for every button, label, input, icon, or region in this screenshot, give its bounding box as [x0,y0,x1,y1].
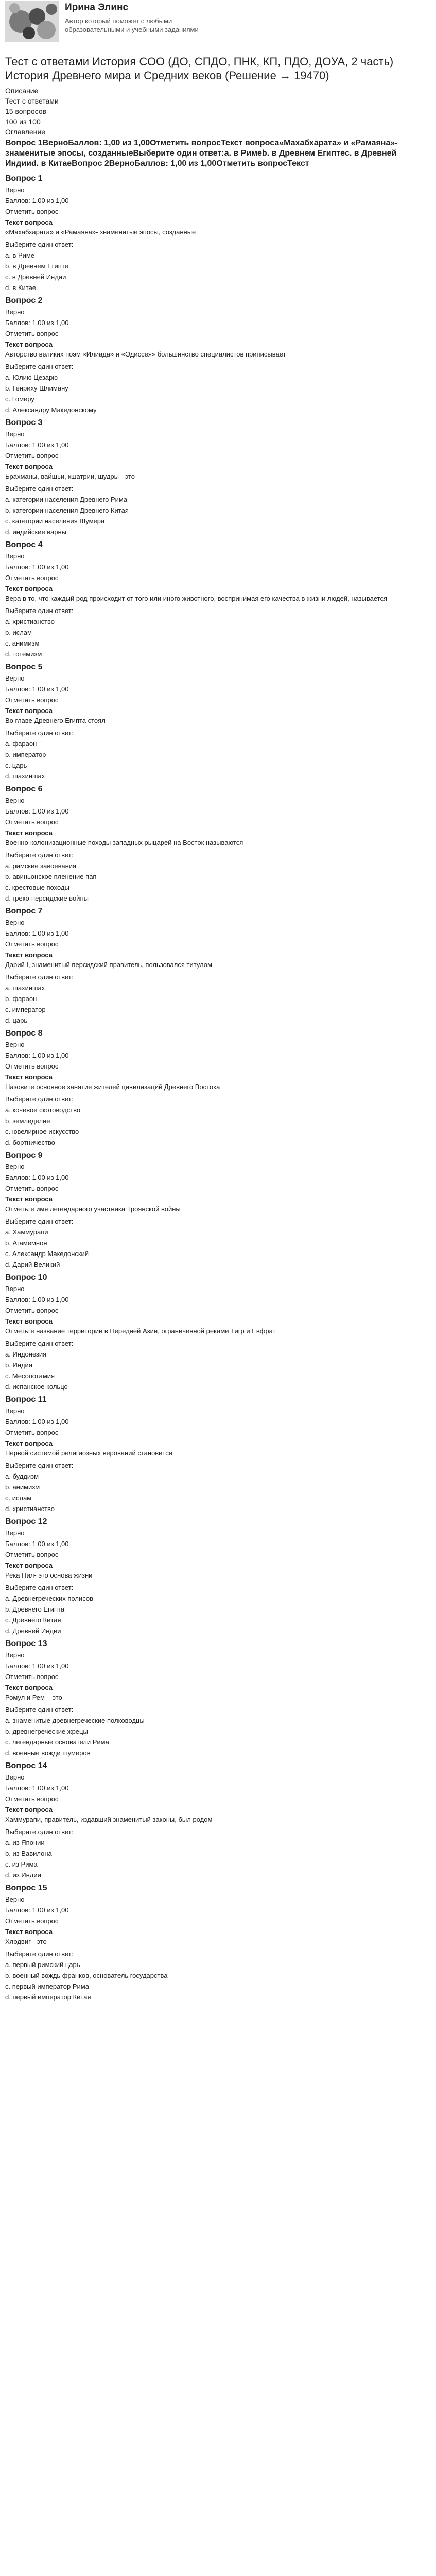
question-text: Вера в то, что каждый род происходит от того или иного животного, воспринимая его качества в жизни людей, называется [5,595,388,602]
answer-option[interactable]: b. император [5,751,46,758]
answer-option[interactable]: a. буддизм [5,1472,39,1480]
answer-option[interactable]: d. Древней Индии [5,1627,61,1635]
answer-option[interactable]: d. шахиншах [5,772,45,780]
answer-option[interactable]: c. первый император Рима [5,1982,89,1990]
flag-question-link[interactable]: Отметить вопрос [5,818,59,826]
answer-options [5,860,430,904]
meta-description: Описание [5,87,39,95]
answer-option[interactable]: c. крестовые походы [5,884,69,891]
flag-question-link[interactable]: Отметить вопрос [5,696,59,704]
question-title: Вопрос 7 [5,907,43,916]
question-block [5,906,430,1026]
question-text: Река Нил- это основа жизни [5,1571,93,1579]
question-score: Баллов: 1,00 из 1,00 [5,1784,69,1792]
answer-option[interactable]: d. тотемизм [5,650,42,658]
flag-question-link[interactable]: Отметить вопрос [5,1429,59,1436]
question-text-heading: Текст вопроса [5,341,53,348]
answer-options [5,1471,430,1514]
meta-score: 100 из 100 [5,117,41,126]
author-card [5,0,430,53]
answer-option[interactable]: a. знаменитые древнегреческие полководцы [5,1717,145,1724]
question-status: Верно [5,1651,25,1659]
question-title: Вопрос 15 [5,1884,47,1892]
question-text-heading: Текст вопроса [5,1073,53,1081]
question-text: Отметьте название территории в Передней Азии, ограниченной реками Тигр и Евфрат [5,1327,276,1335]
question-title: Вопрос 13 [5,1639,47,1648]
question-block [5,1638,430,1758]
question-block [5,1272,430,1392]
question-block [5,1150,430,1270]
answer-option[interactable]: d. из Индии [5,1871,41,1879]
answer-option[interactable]: a. Хаммурапи [5,1228,48,1236]
question-score: Баллов: 1,00 из 1,00 [5,807,69,815]
answer-option[interactable]: d. царь [5,1016,28,1024]
answer-option[interactable]: c. император [5,1006,46,1013]
table-of-contents: Вопрос 1ВерноБаллов: 1,00 из 1,00Отметить вопросТекст вопроса«Махабхарата» и «Рамаяна»- знаменитые эпосы, созданныеВыберите один ответ:a. в Римеb. в Древнем Египтеc. в Древней Индииd. в КитаеВопрос 2ВерноБаллов: 1,00 из 1,00Отметить вопросТекст [5,139,398,168]
answer-option[interactable]: a. Древнегреческих полисов [5,1595,93,1602]
flag-question-link[interactable]: Отметить вопрос [5,574,59,582]
question-status: Верно [5,1407,25,1415]
choose-answer-label: Выберите один ответ: [5,241,74,248]
answer-options [5,1837,430,1880]
question-block [5,1760,430,1880]
flag-question-link[interactable]: Отметить вопрос [5,940,59,948]
answer-option[interactable]: d. первый император Китая [5,1993,91,2001]
question-title: Вопрос 2 [5,296,43,305]
answer-option[interactable]: a. категории населения Древнего Рима [5,496,128,503]
answer-option[interactable]: b. категории населения Древнего Китая [5,506,129,514]
question-score: Баллов: 1,00 из 1,00 [5,1662,69,1670]
answer-option[interactable]: b. фараон [5,995,37,1003]
question-score: Баллов: 1,00 из 1,00 [5,197,69,205]
question-score: Баллов: 1,00 из 1,00 [5,319,69,327]
question-title: Вопрос 14 [5,1761,47,1770]
answer-option[interactable]: b. земледелие [5,1117,50,1125]
question-text: Хаммурапи, правитель, издавший знаменитый законы, был родом [5,1816,213,1823]
answer-option[interactable]: b. из Вавилона [5,1850,52,1857]
answer-options [5,1959,430,2003]
question-text: Первой системой религиозных верований становится [5,1449,172,1457]
answer-options [5,1593,430,1636]
answer-option[interactable]: d. бортничество [5,1139,55,1146]
question-text-heading: Текст вопроса [5,1928,53,1936]
question-status: Верно [5,552,25,560]
question-block [5,1394,430,1514]
question-list [5,173,430,2003]
answer-options [5,1349,430,1392]
question-score: Баллов: 1,00 из 1,00 [5,685,69,693]
author-avatar [5,1,59,42]
answer-option[interactable]: c. легендарные основатели Рима [5,1738,109,1746]
answer-option[interactable]: c. ювелирное искусство [5,1128,79,1136]
question-text: Авторство великих поэм «Илиада» и «Одиссея» большинство специалистов приписывает [5,350,286,358]
answer-option[interactable]: a. Индонезия [5,1350,47,1358]
choose-answer-label: Выберите один ответ: [5,607,74,615]
question-block [5,662,430,782]
answer-option[interactable]: c. Александр Македонский [5,1250,89,1258]
question-status: Верно [5,674,25,682]
answer-option[interactable]: b. ислам [5,629,32,636]
question-text: Назовите основное занятие жителей цивилизаций Древнего Востока [5,1083,220,1091]
question-title: Вопрос 12 [5,1517,47,1526]
answer-option[interactable]: c. Месопотамия [5,1372,55,1380]
question-text: Ромул и Рем – это [5,1693,62,1701]
question-title: Вопрос 8 [5,1029,43,1038]
question-title: Вопрос 3 [5,418,43,427]
question-text-heading: Текст вопроса [5,1439,53,1447]
question-text-heading: Текст вопроса [5,218,53,226]
choose-answer-label: Выберите один ответ: [5,729,74,737]
question-text-heading: Текст вопроса [5,1317,53,1325]
flag-question-link[interactable]: Отметить вопрос [5,1184,59,1192]
question-block [5,539,430,659]
answer-option[interactable]: c. из Рима [5,1860,38,1868]
answer-option[interactable]: d. испанское кольцо [5,1383,68,1391]
question-title: Вопрос 11 [5,1395,47,1404]
answer-option[interactable]: c. ислам [5,1494,32,1502]
answer-option[interactable]: c. категории населения Шумера [5,517,105,525]
choose-answer-label: Выберите один ответ: [5,1950,74,1958]
question-status: Верно [5,1773,25,1781]
answer-option[interactable]: a. первый римский царь [5,1961,80,1969]
answer-option[interactable]: a. в Риме [5,251,35,259]
question-title: Вопрос 1 [5,174,43,183]
question-score: Баллов: 1,00 из 1,00 [5,1906,69,1914]
question-text: Дарий I, знаменитый персидский правитель, пользовался титулом [5,961,212,969]
question-text-heading: Текст вопроса [5,1562,53,1569]
author-name[interactable]: Ирина Элинс [65,2,129,13]
answer-option[interactable]: c. царь [5,761,27,769]
meta-toc-heading: Оглавление [5,128,46,136]
question-block [5,1028,430,1148]
answer-option[interactable]: b. в Древнем Египте [5,262,68,270]
answer-option[interactable]: d. в Китае [5,284,37,292]
answer-options [5,494,430,537]
question-title: Вопрос 5 [5,663,43,671]
choose-answer-label: Выберите один ответ: [5,1462,74,1469]
choose-answer-label: Выберите один ответ: [5,1340,74,1347]
question-status: Верно [5,1041,25,1048]
question-text-heading: Текст вопроса [5,1806,53,1814]
document-title: Тест с ответами История СОО (ДО, СПДО, ПНК, КП, ПДО, ДОУА, 2 часть) История Древнего мира и Средних веков (Решение → 19470) [5,55,394,82]
answer-option[interactable]: c. Древнего Китая [5,1616,61,1624]
flag-question-link[interactable]: Отметить вопрос [5,208,59,215]
question-block [5,1883,430,2003]
flag-question-link[interactable]: Отметить вопрос [5,330,59,337]
answer-option[interactable]: a. кочевое скотоводство [5,1106,81,1114]
question-status: Верно [5,796,25,804]
question-title: Вопрос 9 [5,1151,43,1160]
answer-option[interactable]: a. шахиншах [5,984,45,992]
flag-question-link[interactable]: Отметить вопрос [5,1917,59,1925]
answer-options [5,1715,430,1758]
answer-option[interactable]: b. древнегреческие жрецы [5,1727,88,1735]
answer-option[interactable]: d. Александру Македонскому [5,406,97,414]
answer-options [5,616,430,659]
answer-option[interactable]: a. христианство [5,618,55,625]
flag-question-link[interactable]: Отметить вопрос [5,452,59,460]
choose-answer-label: Выберите один ответ: [5,973,74,981]
question-text-heading: Текст вопроса [5,585,53,592]
author-info [65,1,219,34]
question-text: Брахманы, вайшьи, кшатрии, шудры - это [5,472,135,480]
meta-question-count: 15 вопросов [5,107,47,115]
question-block [5,173,430,293]
answer-option[interactable]: b. военный вождь франков, основатель государства [5,1972,168,1979]
question-title: Вопрос 4 [5,540,43,549]
flag-question-link[interactable]: Отметить вопрос [5,1307,59,1314]
flag-question-link[interactable]: Отметить вопрос [5,1795,59,1803]
question-status: Верно [5,186,25,194]
question-text: Отметьте имя легендарного участника Троянской войны [5,1205,181,1213]
question-score: Баллов: 1,00 из 1,00 [5,1418,69,1426]
answer-option[interactable]: b. Древнего Египта [5,1605,65,1613]
answer-option[interactable]: d. индийские варны [5,528,67,536]
answer-option[interactable]: b. Агамемнон [5,1239,47,1247]
answer-options [5,1227,430,1270]
answer-option[interactable]: a. Юлию Цезарю [5,374,58,381]
question-score: Баллов: 1,00 из 1,00 [5,1296,69,1303]
question-score: Баллов: 1,00 из 1,00 [5,1540,69,1548]
answer-option[interactable]: b. авиньонское пленение пап [5,873,97,880]
question-text-heading: Текст вопроса [5,707,53,715]
question-status: Верно [5,308,25,316]
question-score: Баллов: 1,00 из 1,00 [5,929,69,937]
choose-answer-label: Выберите один ответ: [5,1706,74,1714]
question-block [5,1516,430,1636]
choose-answer-label: Выберите один ответ: [5,1217,74,1225]
question-status: Верно [5,1285,25,1293]
choose-answer-label: Выберите один ответ: [5,851,74,859]
question-text: Во главе Древнего Египта стоял [5,717,106,724]
answer-option[interactable]: c. Гомеру [5,395,34,403]
question-text: «Махабхарата» и «Рамаяна»- знаменитые эпосы, созданные [5,228,196,236]
question-status: Верно [5,919,25,926]
meta-type: Тест с ответами [5,97,59,105]
answer-option[interactable]: d. христианство [5,1505,55,1513]
question-text-heading: Текст вопроса [5,829,53,837]
question-score: Баллов: 1,00 из 1,00 [5,441,69,449]
question-block [5,417,430,537]
answer-options [5,250,430,293]
question-text: Хлодвиг - это [5,1938,47,1945]
question-score: Баллов: 1,00 из 1,00 [5,563,69,571]
question-status: Верно [5,1529,25,1537]
choose-answer-label: Выберите один ответ: [5,1095,74,1103]
choose-answer-label: Выберите один ответ: [5,1828,74,1836]
answer-option[interactable]: b. Индия [5,1361,32,1369]
flag-question-link[interactable]: Отметить вопрос [5,1673,59,1681]
question-block [5,784,430,904]
author-description: Автор который поможет с любыми образовательными и учебными заданиями [65,17,199,33]
answer-option[interactable]: c. анимизм [5,639,40,647]
question-status: Верно [5,430,25,438]
question-text-heading: Текст вопроса [5,951,53,959]
answer-option[interactable]: b. Генриху Шлиману [5,384,68,392]
question-status: Верно [5,1163,25,1171]
answer-options [5,982,430,1026]
answer-option[interactable]: a. римские завоевания [5,862,77,870]
question-text-heading: Текст вопроса [5,1684,53,1691]
question-block [5,295,430,415]
question-text: Военно-колонизационные походы западных рыцарей на Восток называются [5,839,243,846]
answer-options [5,372,430,415]
choose-answer-label: Выберите один ответ: [5,1584,74,1591]
flag-question-link[interactable]: Отметить вопрос [5,1551,59,1558]
choose-answer-label: Выберите один ответ: [5,485,74,493]
answer-options [5,738,430,782]
question-status: Верно [5,1895,25,1903]
question-score: Баллов: 1,00 из 1,00 [5,1052,69,1059]
answer-option[interactable]: a. фараон [5,740,37,748]
question-text-heading: Текст вопроса [5,1195,53,1203]
answer-option[interactable]: d. Дарий Великий [5,1261,60,1268]
question-score: Баллов: 1,00 из 1,00 [5,1174,69,1181]
question-title: Вопрос 6 [5,785,43,793]
flag-question-link[interactable]: Отметить вопрос [5,1062,59,1070]
question-title: Вопрос 10 [5,1273,47,1282]
answer-option[interactable]: c. в Древней Индии [5,273,66,281]
answer-option[interactable]: b. анимизм [5,1483,40,1491]
answer-options [5,1105,430,1148]
answer-option[interactable]: d. греко-персидские войны [5,894,89,902]
answer-option[interactable]: a. из Японии [5,1839,45,1846]
answer-option[interactable]: d. военные вожди шумеров [5,1749,91,1757]
question-text-heading: Текст вопроса [5,463,53,470]
choose-answer-label: Выберите один ответ: [5,363,74,370]
